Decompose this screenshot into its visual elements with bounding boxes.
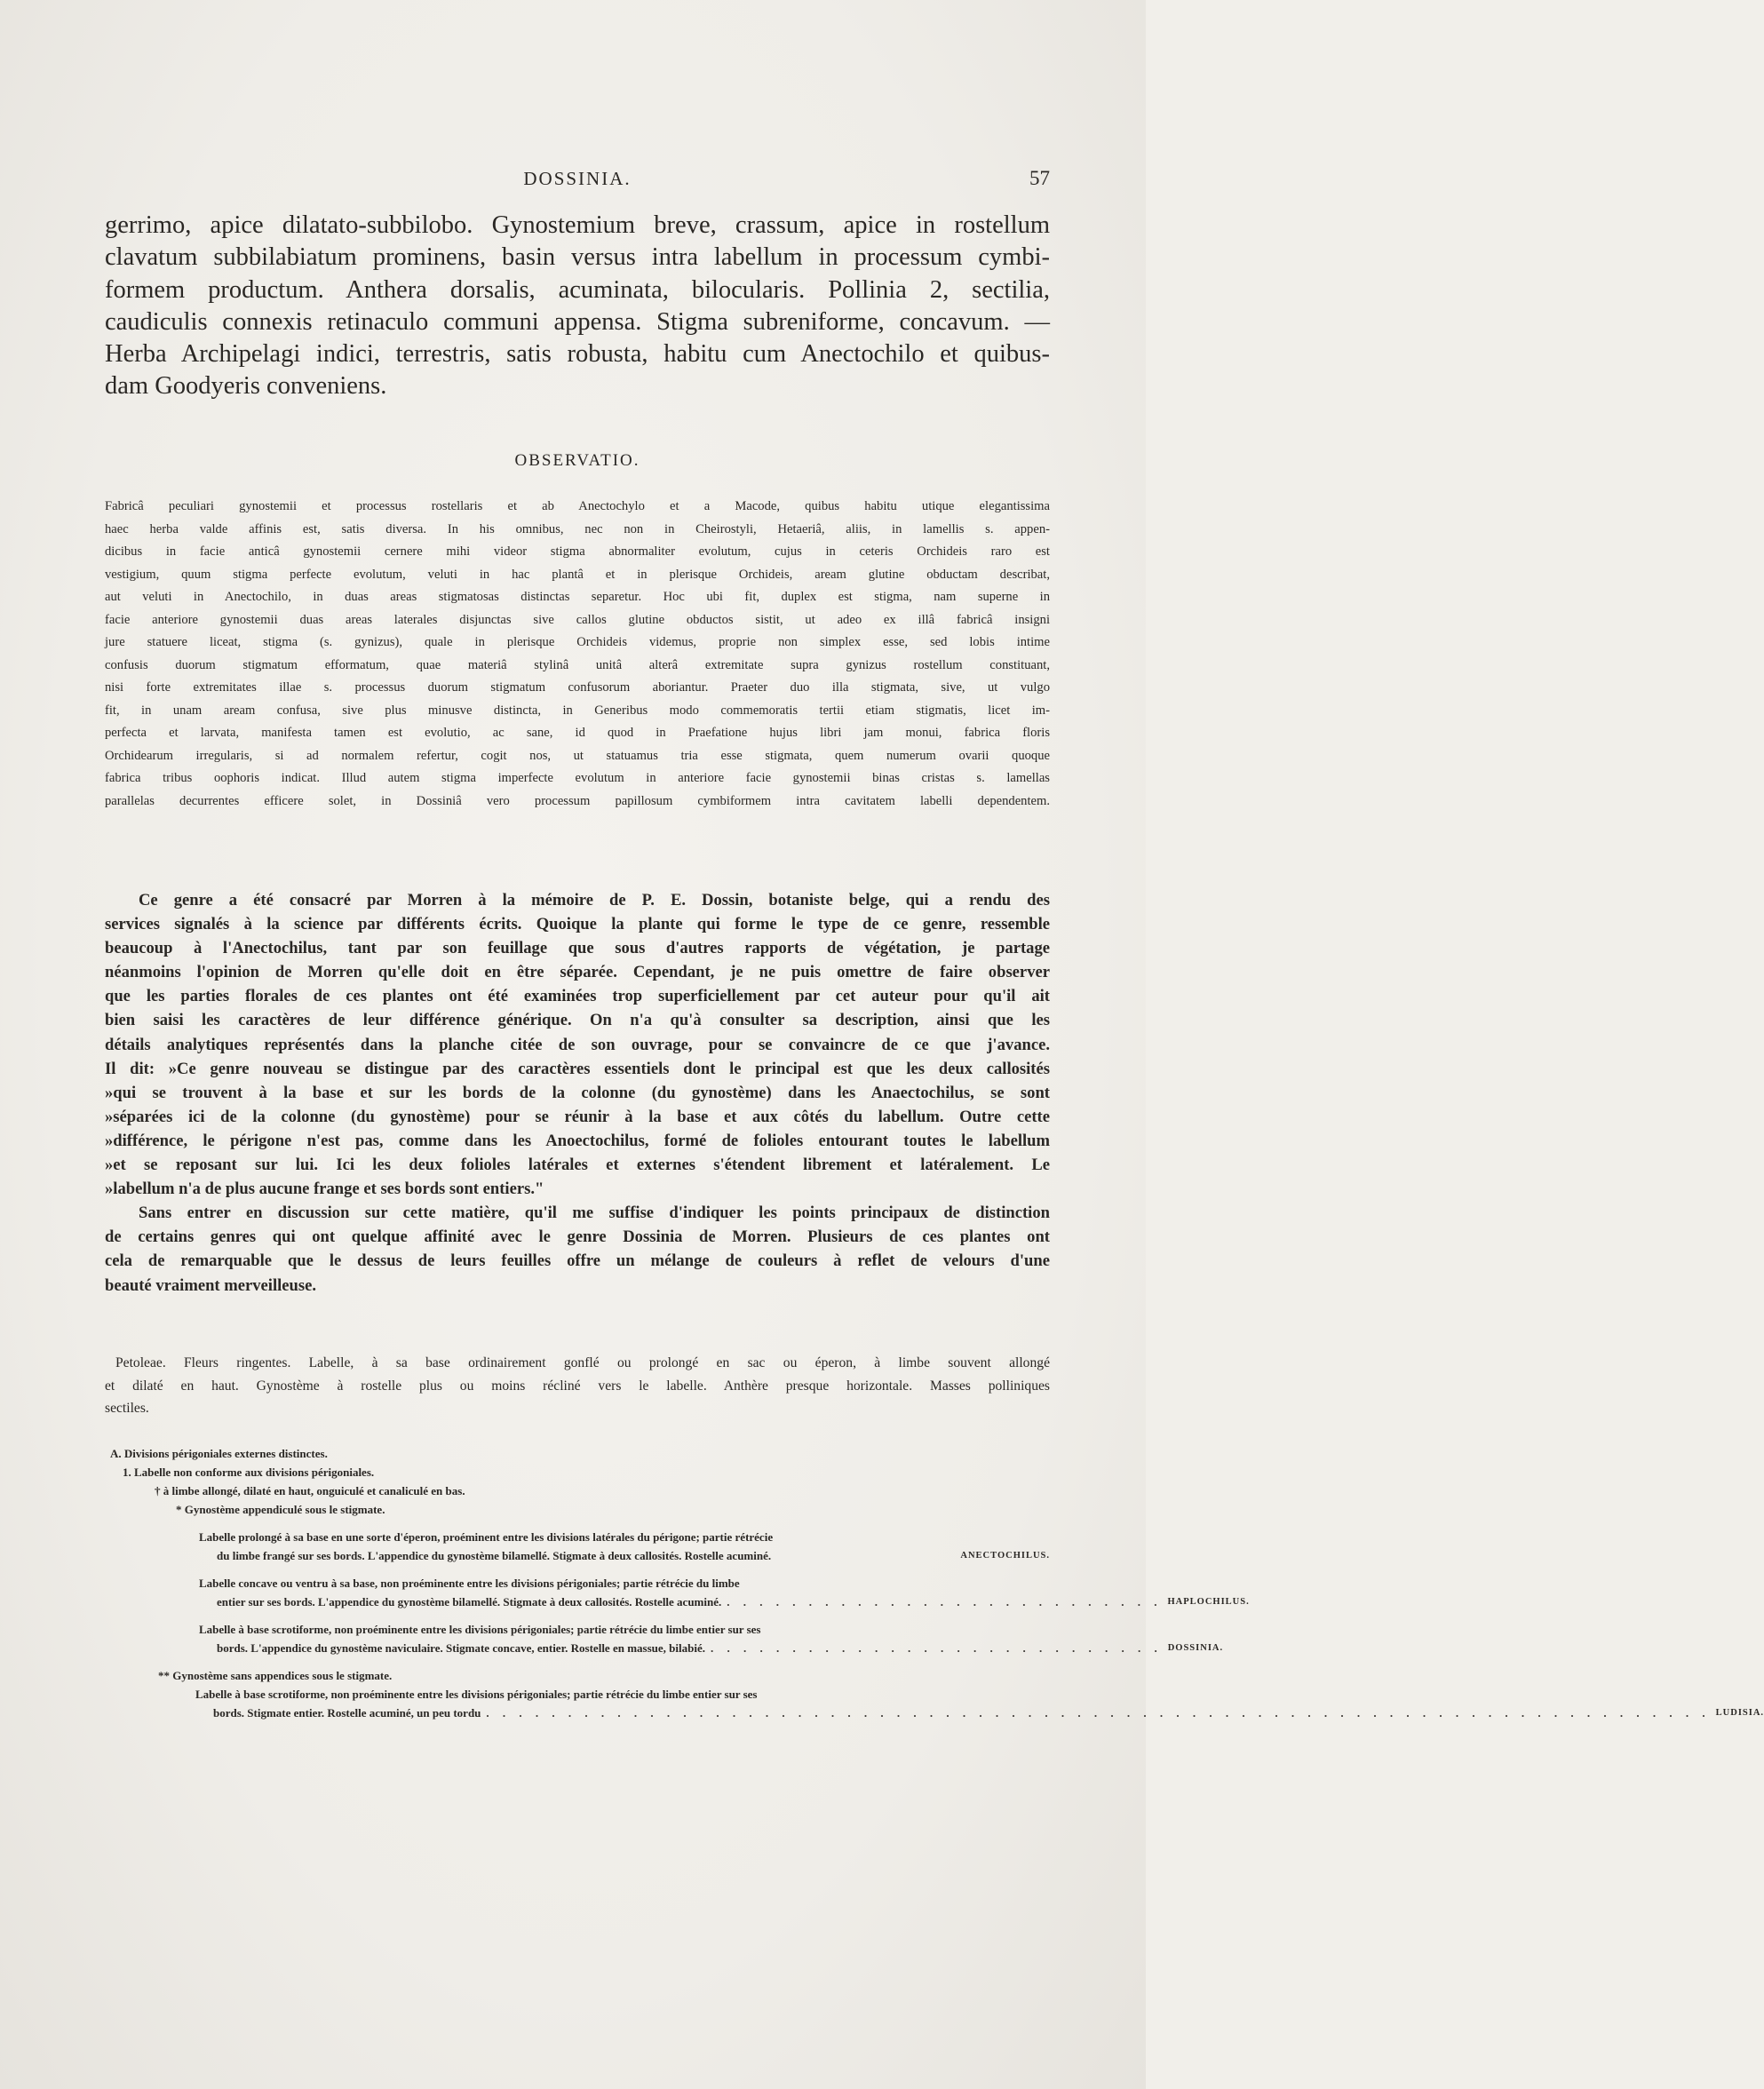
key-entry-line-row [105,1704,1764,1722]
text-line: bien saisi les caractères de leur différence générique. On n'a qu'à consulter sa description, ainsi que les [105,1011,1050,1030]
text-line: »différence, le périgone n'est pas, comme dans les Anoectochilus, formé de folioles entourant toutes le labellum [105,1131,1050,1150]
genus-name: DOSSINIA. [1167,1643,1224,1653]
text-line: nisi forte extremitates illae s. processus duorum stigmatum confusorum aboriantur. Praeter duo illa stigmata, sive, ut vulgo [105,680,1050,695]
leader-dots: . . . . . . . . . . . . . . . . . . . . . . . . . . . . . . . . . . . . . . . . . . . . . . . . . . . . . . . . . . . . . . . . . . . . . . . . . . . [486,1706,1711,1720]
text-line: Fabricâ peculiari gynostemii et processus rostellaris et ab Anectochylo et a Macode, quibus habitu utique elegantissima [105,499,1050,513]
key-entry-line-row [105,1639,1224,1657]
key-level-dagger: † à limbe allongé, dilaté en haut, onguiculé et canaliculé en bas. [155,1484,465,1497]
key-entry-line-row [105,1593,1250,1611]
page-number: 57 [1029,167,1050,189]
observatio-text [105,496,1050,813]
leader-dots: . . . . . . . . . . . . . . . . . . . . . . . . . . . . [710,1641,1163,1655]
text-line: vestigium, quum stigma perfecte evolutum, veluti in hac plantâ et in plerisque Orchideis, aream glutine obductam describat, [105,567,1050,582]
key-entry-dossinia [105,1620,1224,1657]
text-line: de certains genres qui ont quelque affinité avec le genre Dossinia de Morren. Plusieurs de ces plantes ont [105,1227,1050,1247]
leader-dots [771,1546,960,1565]
page-header [105,165,1050,192]
key-level-star2: ** Gynostème sans appendices sous le stigmate. [158,1669,393,1682]
text-line: et dilaté en haut. Gynostème à rostelle plus ou moins récliné vers le labelle. Anthère presque horizontale. Masses polliniques [105,1378,1050,1394]
key-entry-line: Labelle à base scrotiforme, non proéminente entre les divisions périgoniales; partie rétrécie du limbe entier sur ses [199,1623,761,1636]
text-line: parallelas decurrentes efficere solet, in Dossiniâ vero processum papillosum cymbiformem intra cavitatem labelli dependentem. [105,793,1050,808]
text-line: facie anteriore gynostemii duas areas laterales disjunctas sive callos glutine obductos sistit, ut adeo ex illâ fabricâ insigni [105,612,1050,627]
text-line: clavatum subbilabiatum prominens, basin versus intra labellum in processum cymbi- [105,243,1050,272]
text-line: confusis duorum stigmatum efformatum, quae materiâ stylinâ unitâ alterâ extremitate supra gynizus rostellum constituant, [105,657,1050,672]
text-line: »qui se trouvent à la base et sur les bords de la colonne (du gynostème) dans les Anaectochilus, se sont [105,1083,1050,1102]
text-line: que les parties florales de ces plantes ont été examinées trop superficiellement par cet auteur pour qu'il ait [105,987,1050,1006]
key-entry-haplochilus [105,1574,1250,1611]
observatio-heading: OBSERVATIO. [514,451,640,470]
genus-name: ANECTOCHILUS. [960,1551,1050,1561]
text-line: Orchidearum irregularis, si ad normalem refertur, cogit nos, ut statuamus tria esse stigmata, quem numerum ovarii quoque [105,748,1050,763]
text-line: beaucoup à l'Anectochilus, tant par son feuillage que sous d'autres rapports de végétation, je partage [105,939,1050,958]
text-line: détails analytiques représentés dans la planche citée de son ouvrage, pour se convaincre de ce que j'avance. [105,1035,1050,1054]
text-line: néanmoins l'opinion de Morren qu'elle doit en être séparée. Cependant, je ne puis omettre de faire observer [105,963,1050,982]
text-line: Sans entrer en discussion sur cette matière, qu'il me suffise d'indiquer les points principaux de distinction [139,1203,1050,1223]
text-line: cela de remarquable que le dessus de leurs feuilles offre un mélange de couleurs à reflet de velours d'une [105,1251,1050,1271]
genus-name: LUDISIA. [1715,1708,1764,1718]
text-line: »séparées ici de la colonne (du gynostème) pour se réunir à la base et aux côtés du labellum. Outre cette [105,1107,1050,1126]
text-line: fit, in unam aream confusa, sive plus minusve distincta, in Generibus modo commemoratis tertii etiam stigmatis, licet im- [105,703,1050,718]
key-entry-line: Labelle prolongé à sa base en une sorte d'éperon, proéminent entre les divisions latérales du périgone; partie rétrécie [199,1530,774,1544]
petoleae-description [105,1352,1050,1420]
key-level-1: 1. Labelle non conforme aux divisions périgoniales. [123,1465,375,1479]
running-title: DOSSINIA. [523,168,632,189]
leader-dots: . . . . . . . . . . . . . . . . . . . . . . . . . . . [727,1595,1163,1608]
text-line: sectiles. [105,1401,149,1416]
key-entry-line: entier sur ses bords. L'appendice du gynostème bilamellé. Stigmate à deux callosités. Rostelle acuminé. [217,1595,722,1608]
text-line: gerrimo, apice dilatato-subbilobo. Gynostemium breve, crassum, apice in rostellum [105,211,1050,239]
key-entry-line: du limbe frangé sur ses bords. L'appendice du gynostème bilamellé. Stigmate à deux callosités. Rostelle acuminé. [217,1549,772,1562]
text-line: caudiculis connexis retinaculo communi appensa. Stigma subreniforme, concavum. — [105,307,1050,336]
text-line: haec herba valde affinis est, satis diversa. In his omnibus, nec non in Cheirostyli, Hetaeriâ, aliis, in lamellis s. appen- [105,521,1050,536]
text-line: dicibus in facie anticâ gynostemii cernere mihi videor stigma abnormaliter evolutum, cujus in ceteris Orchideis raro est [105,544,1050,559]
french-text [105,888,1050,1298]
key-level-star: * Gynostème appendiculé sous le stigmate. [176,1503,385,1516]
text-line: fabrica tribus oophoris indicat. Illud autem stigma imperfecte evolutum in anteriore facie gynostemii binas cristas s. lamellas [105,771,1050,785]
text-line: »labellum n'a de plus aucune frange et ses bords sont entiers." [105,1180,544,1199]
text-line: perfecta et larvata, manifesta tamen est evolutio, ac sane, id quod in Praefatione hujus libri jam monui, fabrica floris [105,726,1050,740]
text-line: aut veluti in Anectochilo, in duas areas stigmatosas distinctas separetur. Hoc ubi fit, duplex est stigma, nam superne in [105,590,1050,604]
key-entry-ludisia [105,1685,1764,1722]
key-level-a: A. Divisions périgoniales externes distinctes. [110,1447,328,1460]
genus-name: HAPLOCHILUS. [1167,1597,1250,1607]
text-line: services signalés à la science par différents écrits. Quoique la plante qui forme le type de ce genre, ressemble [105,915,1050,934]
text-line: jure statuere liceat, stigma (s. gynizus), quale in plerisque Orchideis videmus, proprie non simplex esse, sed lobis intime [105,635,1050,649]
text-line: formem productum. Anthera dorsalis, acuminata, bilocularis. Pollinia 2, sectilia, [105,275,1050,304]
text-line: dam Goodyeris conveniens. [105,372,387,401]
text-line: Petoleae. Fleurs ringentes. Labelle, à sa base ordinairement gonflé ou prolongé en sac ou éperon, à limbe souvent allongé [115,1355,1050,1370]
key-entry-line-row [105,1546,1050,1565]
key-entry-anectochilus [105,1528,1050,1565]
text-line: beauté vraiment merveilleuse. [105,1275,317,1295]
genus-key [105,1444,1764,1731]
key-entry-line: Labelle concave ou ventru à sa base, non proéminente entre les divisions périgoniales; partie rétrécie du limbe [199,1577,740,1590]
key-entry-line: Labelle à base scrotiforme, non proéminente entre les divisions périgoniales; partie rétrécie du limbe entier sur ses [195,1688,758,1701]
key-entry-line: bords. L'appendice du gynostème naviculaire. Stigmate concave, entier. Rostelle en massue, bilabié. [217,1641,705,1655]
text-line: Ce genre a été consacré par Morren à la mémoire de P. E. Dossin, botaniste belge, qui a rendu des [139,891,1050,909]
text-line: Herba Archipelagi indici, terrestris, satis robusta, habitu cum Anectochilo et quibus- [105,340,1050,369]
text-line: Il dit: »Ce genre nouveau se distingue par des caractères essentiels dont le principal est que les deux callosités [105,1059,1050,1078]
text-line: »et se reposant sur lui. Ici les deux folioles latérales et externes s'étendent librement et latéralement. Le [105,1156,1050,1175]
key-entry-line: bords. Stigmate entier. Rostelle acuminé, un peu tordu [213,1706,481,1720]
genus-description [105,210,1050,403]
